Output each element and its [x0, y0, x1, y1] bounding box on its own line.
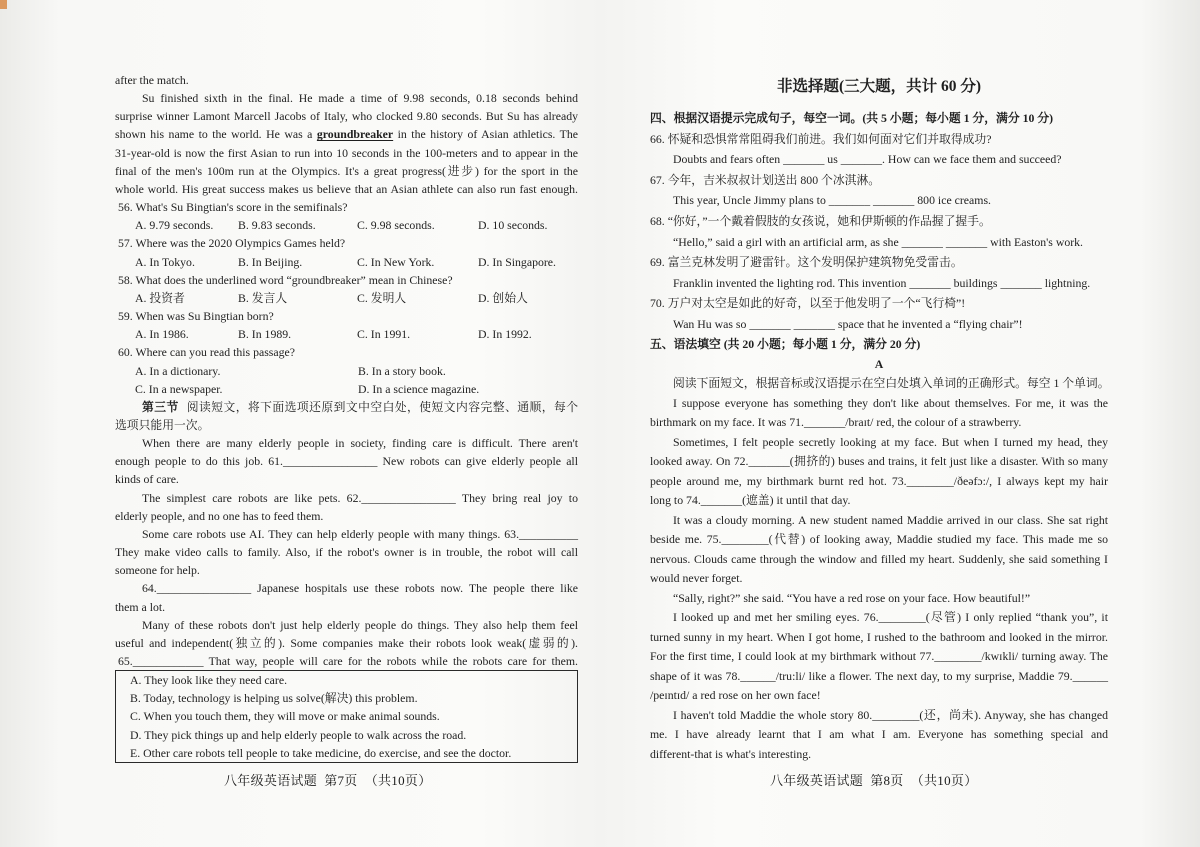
grammar-line: would never forget.: [650, 571, 743, 585]
answer-options: [115, 380, 578, 398]
passage-line: whole world. His great success makes us believe that an Asian athlete can also run fast enough.: [115, 181, 578, 196]
box-option: B. Today, technology is helping us solve(解决) this problem.: [130, 691, 418, 706]
answer-option: C. In 1991.: [357, 327, 411, 342]
grammar-line: It was a cloudy morning. A new student named Maddie arrived in our class. She sat right: [673, 512, 1108, 527]
answer-option: A. In a dictionary.: [135, 363, 221, 378]
part-four: [650, 108, 1108, 335]
cloze-line: useful and independent(独立的). Some companies make their robots look weak(虚弱的).: [115, 635, 578, 650]
answer-option: D. In Singapore.: [478, 254, 556, 269]
cloze-line: someone for help.: [115, 563, 200, 578]
answer-option: A. 9.79 seconds.: [135, 218, 214, 233]
grammar-line: birthmark on my face. It was 71._______/braɪt/ red, the colour of a strawberry.: [650, 415, 1022, 429]
grammar-line: /peɪntɪd/ a red rose on her own face!: [650, 688, 821, 702]
item-prompt: 68. “你好，”一个戴着假肢的女孩说，她和伊斯顿的作品握了握手。: [650, 213, 991, 228]
box-option: A. They look like they need care.: [130, 673, 288, 688]
cloze-line: When there are many elderly people in society, finding care is difficult. There aren't: [142, 436, 578, 451]
part-heading: 四、根据汉语提示完成句子，每空一词。(共 5 小题；每小题 1 分，满分 10 分): [650, 111, 1054, 125]
grammar-line: I looked up and met her smiling eyes. 76.________(尽管) I only replied “thank you”, it: [673, 610, 1108, 624]
answer-options: [115, 253, 578, 271]
passage-line: after the match.: [115, 73, 189, 87]
box-option: C. When you touch them, they will move or make animal sounds.: [130, 709, 440, 724]
answer-option: B. 9.83 seconds.: [238, 218, 316, 233]
section-instruction: 选项只能用一次。: [115, 417, 210, 432]
answer-option: A. 投资者: [135, 290, 185, 305]
item-sentence: Franklin invented the lighting rod. This invention _______ buildings _______ lightning.: [673, 275, 1091, 290]
grammar-line: nervous. Clouds came through the window and filled my heart. Suddenly, she said something I: [650, 551, 1108, 566]
grammar-line: shape of it was 78.______/tru:li/ like a flower. The next day, to my surprise, Maddie 79.______: [650, 668, 1108, 683]
part-instruction: 阅读下面短文，根据音标或汉语提示在空白处填入单词的正确形式。每空 1 个单词。: [673, 376, 1110, 390]
answer-options: [115, 362, 578, 380]
item-prompt: 70. 万户对太空是如此的好奇，以至于他发明了一个“飞行椅”!: [650, 296, 966, 311]
answer-option: B. In Beijing.: [238, 254, 303, 269]
grammar-line: Sometimes, I felt people secretly looking at my face. But when I turned my head, they: [673, 434, 1108, 449]
part-heading: 五、语法填空 (共 20 小题；每小题 1 分，满分 20 分): [650, 337, 921, 351]
item-sentence: Doubts and fears often _______ us _______. How can we face them and succeed?: [673, 152, 1062, 167]
answer-option: D. 创始人: [478, 290, 528, 305]
box-option: D. They pick things up and help elderly people to walk across the road.: [130, 727, 467, 742]
box-option: E. Other care robots tell people to take medicine, do exercise, and see the doctor.: [130, 745, 512, 760]
left-page: [115, 71, 578, 763]
underlined-word: groundbreaker: [316, 127, 394, 142]
passage-text: shown his name to the world. He was a: [115, 127, 313, 142]
passage-line: 31-year-old is now the first Asian to run into 10 seconds in the 100-meters and to appear in the: [115, 145, 578, 160]
cloze-line: kinds of care.: [115, 472, 179, 487]
answer-option: C. 9.98 seconds.: [357, 218, 435, 233]
cloze-line: The simplest care robots are like pets. 62.________________ They bring real joy to: [142, 490, 578, 505]
grammar-line: I haven't told Maddie the whole story 80.________(还，尚未). Anyway, she has changed: [673, 707, 1108, 722]
answer-options: [115, 325, 578, 343]
grammar-line: For the first time, I could look at my birthmark without 77.________/kwɪkli/ turning away. The: [650, 649, 1108, 663]
cloze-line: enough people to do this job. 61.________________ New robots can give elderly people all: [115, 454, 578, 469]
item-prompt: 67. 今年，吉米叔叔计划送出 800 个冰淇淋。: [650, 172, 881, 187]
section-title: 非选择题(三大题，共计 60 分): [776, 78, 982, 95]
answer-option: D. In a science magazine.: [358, 381, 480, 396]
answer-options: [115, 289, 578, 307]
grammar-line: people around me, my birthmark burnt red hot. 73.________/ðeəfɔ:/, I always kept my hair: [650, 473, 1108, 488]
answer-option: C. 发明人: [357, 290, 407, 305]
cloze-line: Some care robots use AI. They can help elderly people with many things. 63.__________: [142, 526, 578, 541]
subsection-label: A: [874, 356, 884, 371]
cloze-line: 65.____________ That way, people will care for the robots while the robots care for them.: [118, 654, 578, 668]
grammar-line: looked away. On 72._______(拥挤的) buses and trains, it felt just like a disaster. With so many: [650, 454, 1108, 468]
cloze-line: They make video calls to family. Also, if the robot's owner is in trouble, the robot will call: [115, 545, 578, 560]
part-five: [650, 335, 1108, 764]
passage-line: Su finished sixth in the final. He made a time of 9.98 seconds, 0.18 seconds behind: [142, 91, 578, 106]
answer-option: C. In a newspaper.: [135, 381, 223, 396]
item-sentence: “Hello,” said a girl with an artificial arm, as she _______ _______ with Easton's work.: [673, 234, 1084, 249]
grammar-line: “Sally, right?” she said. “You have a red rose on your face. How beautiful!”: [673, 590, 1031, 605]
section-instruction: [115, 398, 578, 416]
cloze-line: 64.________________ Japanese hospitals use these robots now. The people there like: [142, 581, 578, 596]
grammar-line: beside me. 75.________(代替) of looking away, Maddie studied my face. This made me so: [650, 532, 1108, 546]
scan-corner-mark: [0, 0, 7, 9]
passage-line: surprise winner Lamont Marcell Jacobs of Italy, who clocked 9.80 seconds. But Su has already: [115, 109, 578, 124]
answer-option: B. 发言人: [238, 290, 288, 305]
grammar-line: I suppose everyone has something they don't like about themselves. For me, it was the: [673, 395, 1108, 410]
cloze-line: Many of these robots don't just help elderly people do things. They also help them feel: [142, 617, 578, 632]
item-prompt: 66. 怀疑和恐惧常常阻碍我们前进。我们如何面对它们并取得成功?: [650, 131, 992, 146]
question-stem: 57. Where was the 2020 Olympics Games held?: [118, 236, 346, 251]
grammar-line: me. I have already learnt that I am what I am. Everyone has something special and: [650, 727, 1108, 741]
cloze-line: elderly people, and no one has to feed them.: [115, 508, 324, 523]
answer-option: D. 10 seconds.: [478, 218, 548, 233]
question-stem: 59. When was Su Bingtian born?: [118, 309, 274, 324]
answer-option: B. In 1989.: [238, 327, 292, 342]
answer-option: A. In Tokyo.: [135, 254, 195, 269]
question-stem: 58. What does the underlined word “groundbreaker” mean in Chinese?: [118, 272, 453, 287]
instruction-text: 阅读短文，将下面选项还原到文中空白处，使短文内容完整、通顺，每个: [186, 399, 578, 414]
page-footer-left: 八年级英语试题 第7页 （共10页）: [224, 773, 432, 788]
options-box: [115, 670, 578, 763]
item-sentence: Wan Hu was so _______ _______ space that he invented a “flying chair”!: [673, 316, 1023, 331]
answer-option: D. In 1992.: [478, 327, 532, 342]
item-prompt: 69. 富兰克林发明了避雷针。这个发明保护建筑物免受雷击。: [650, 255, 963, 270]
answer-option: C. In New York.: [357, 254, 435, 269]
page-footer-right: 八年级英语试题 第8页 （共10页）: [770, 773, 978, 788]
grammar-line: long to 74._______(遮盖) it until that day.: [650, 493, 851, 507]
section-label: 第三节: [142, 399, 179, 414]
passage-line: final of the men's 100m run at the Olympics. It's a great progress(进步) for the sport in the: [115, 163, 578, 178]
passage-text: in the history of Asian athletics. The: [397, 127, 578, 142]
passage-line: [115, 125, 578, 143]
answer-option: A. In 1986.: [135, 327, 189, 342]
answer-option: B. In a story book.: [358, 363, 446, 378]
question-stem: 56. What's Su Bingtian's score in the semifinals?: [118, 200, 348, 215]
grammar-line: turned sunny in my heart. When I got home, I rushed to the bathroom and looked in the mirror.: [650, 629, 1108, 644]
answer-options: [115, 216, 578, 234]
grammar-line: different-that is what's interesting.: [650, 746, 812, 761]
cloze-line: them a lot.: [115, 599, 166, 614]
item-sentence: This year, Uncle Jimmy plans to _______ _______ 800 ice creams.: [673, 193, 991, 208]
question-stem: 60. Where can you read this passage?: [118, 345, 295, 360]
